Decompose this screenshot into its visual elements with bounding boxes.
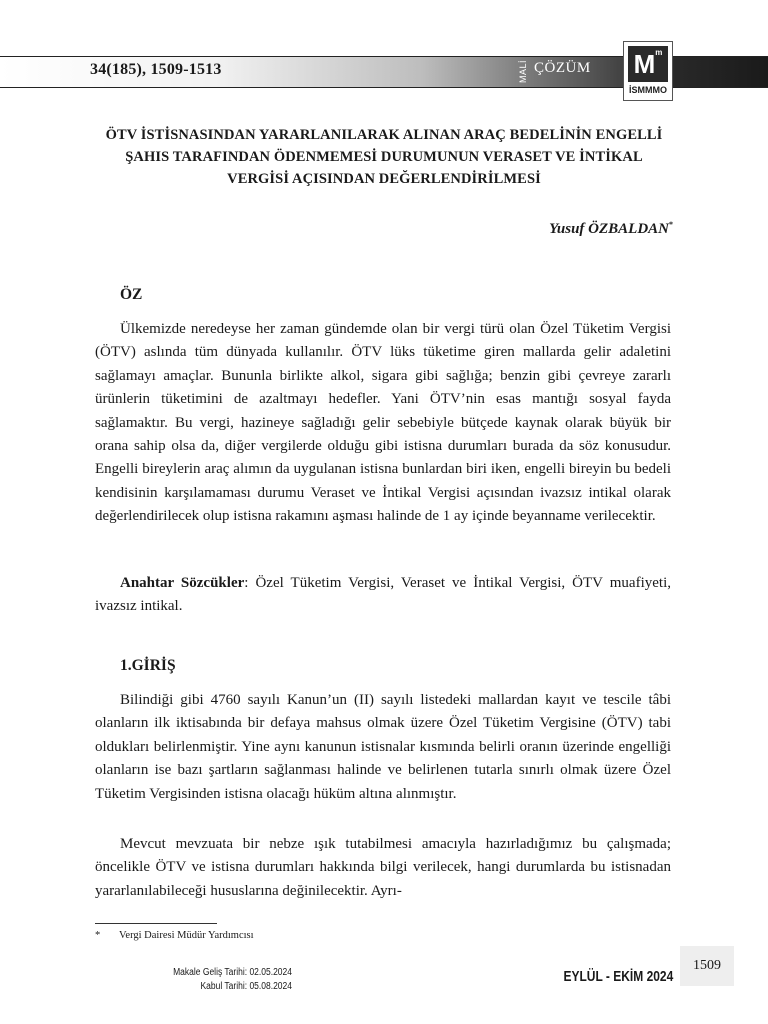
issue-citation: 34(185), 1509-1513 [90, 61, 222, 78]
intro-paragraph-1: Bilindiği gibi 4760 sayılı Kanun’un (II) sayılı listedeki mallardan kayıt ve tescile tâbi olanların ilk iktisabında bir defaya mahsus olmak üzere Özel Tüketim Vergisine (ÖTV) tabi oldukları belirlenmiştir. Yine aynı kanunun istisnalar kısmında belirli oranın üzerinde engelliği olanların ise bazı şartların sağlanması halinde ve belirlenen tutarla sınırlı olmak üzere Özel Tüketim Vergisinden istisna olacağı hüküm altına alınmıştır. [95, 692, 671, 802]
logo-letter: M [633, 49, 656, 79]
footnote-rule [95, 923, 217, 924]
footnote [95, 930, 254, 941]
article-dates [163, 966, 292, 994]
ismmmo-logo [623, 41, 673, 101]
logo-text: İSMMMO [629, 85, 667, 95]
keywords-label: Anahtar Sözcükler [120, 575, 245, 591]
author-name [549, 220, 673, 238]
author-text: Yusuf ÖZBALDAN [549, 221, 669, 237]
intro-paragraph-2: Mevcut mevzuata bir nebze ışık tutabilmesi amacıyla hazırladığımız bu çalışmada; öncelikle ÖTV ve istisna durumları hakkında bilgi verilecek, hangi durumlarda bu istisnadan yararlanılabileceği hususlarına değinilecektir. Ayrı- [95, 836, 671, 899]
received-date: Makale Geliş Tarihi: 02.05.2024 [173, 967, 292, 978]
accepted-date: Kabul Tarihi: 05.08.2024 [200, 981, 292, 992]
keywords-paragraph [95, 572, 671, 619]
page-number: 1509 [693, 958, 721, 973]
brand-small-label: MALİ [518, 60, 528, 84]
intro-heading: 1.GİRİŞ [120, 657, 176, 674]
footnote-mark: * [95, 930, 101, 941]
logo-mark [628, 46, 668, 82]
footnote-text: Vergi Dairesi Müdür Yardımcısı [119, 930, 254, 941]
abstract-text: Ülkemizde neredeyse her zaman gündemde olan bir vergi türü olan Özel Tüketim Vergisi (ÖTV) aslında tüm dünyada kullanılır. ÖTV lüks tüketime giren mallarda gelir adaletini sağlamayı amaçlar. Bununla birlikte alkol, sigara gibi sağlığa; benzin gibi çevreye zararlı ürünlerin tüketimini de azaltmayı hedefler. Yani ÖTV’nin esas mantığı sosyal fayda sağlamaktır. Bu vergi, hazineye sağladığı gelir sebebiyle bütçede kaynak olarak büyük bir orana sahip olsa da, diğer vergilerde olduğu gibi istisna durumları burada da söz konusudur. Engelli bireylerin araç alımın da uygulanan istisna bunlardan biri iken, engelli bireyin bu bedeli kendisinin karşılamaması durumu Veraset ve İntikal Vergisi açısından ivazsız intikal olarak değerlendirilecek olup istisna rakamını aşması halinde de 1 ay içinde beyanname verilecektir. [95, 321, 671, 525]
issue-date: EYLÜL - EKİM 2024 [563, 968, 673, 985]
keywords-text: : Özel Tüketim Vergisi, Veraset ve İntikal Vergisi, ÖTV muafiyeti, ivazsız intikal. [95, 575, 671, 615]
abstract-heading: ÖZ [120, 286, 143, 303]
brand-name: ÇÖZÜM [534, 60, 591, 76]
logo-sup: m [655, 48, 663, 57]
article-title: ÖTV İSTİSNASINDAN YARARLANILARAK ALINAN ARAÇ BEDELİNİN ENGELLİ ŞAHIS TARAFINDAN ÖDENMEMESİ DURUMUNUN VERASET VE İNTİKAL VERGİSİ AÇISINDAN DEĞERLENDİRİLMESİ [105, 127, 663, 187]
author-footnote-mark: * [669, 220, 673, 229]
